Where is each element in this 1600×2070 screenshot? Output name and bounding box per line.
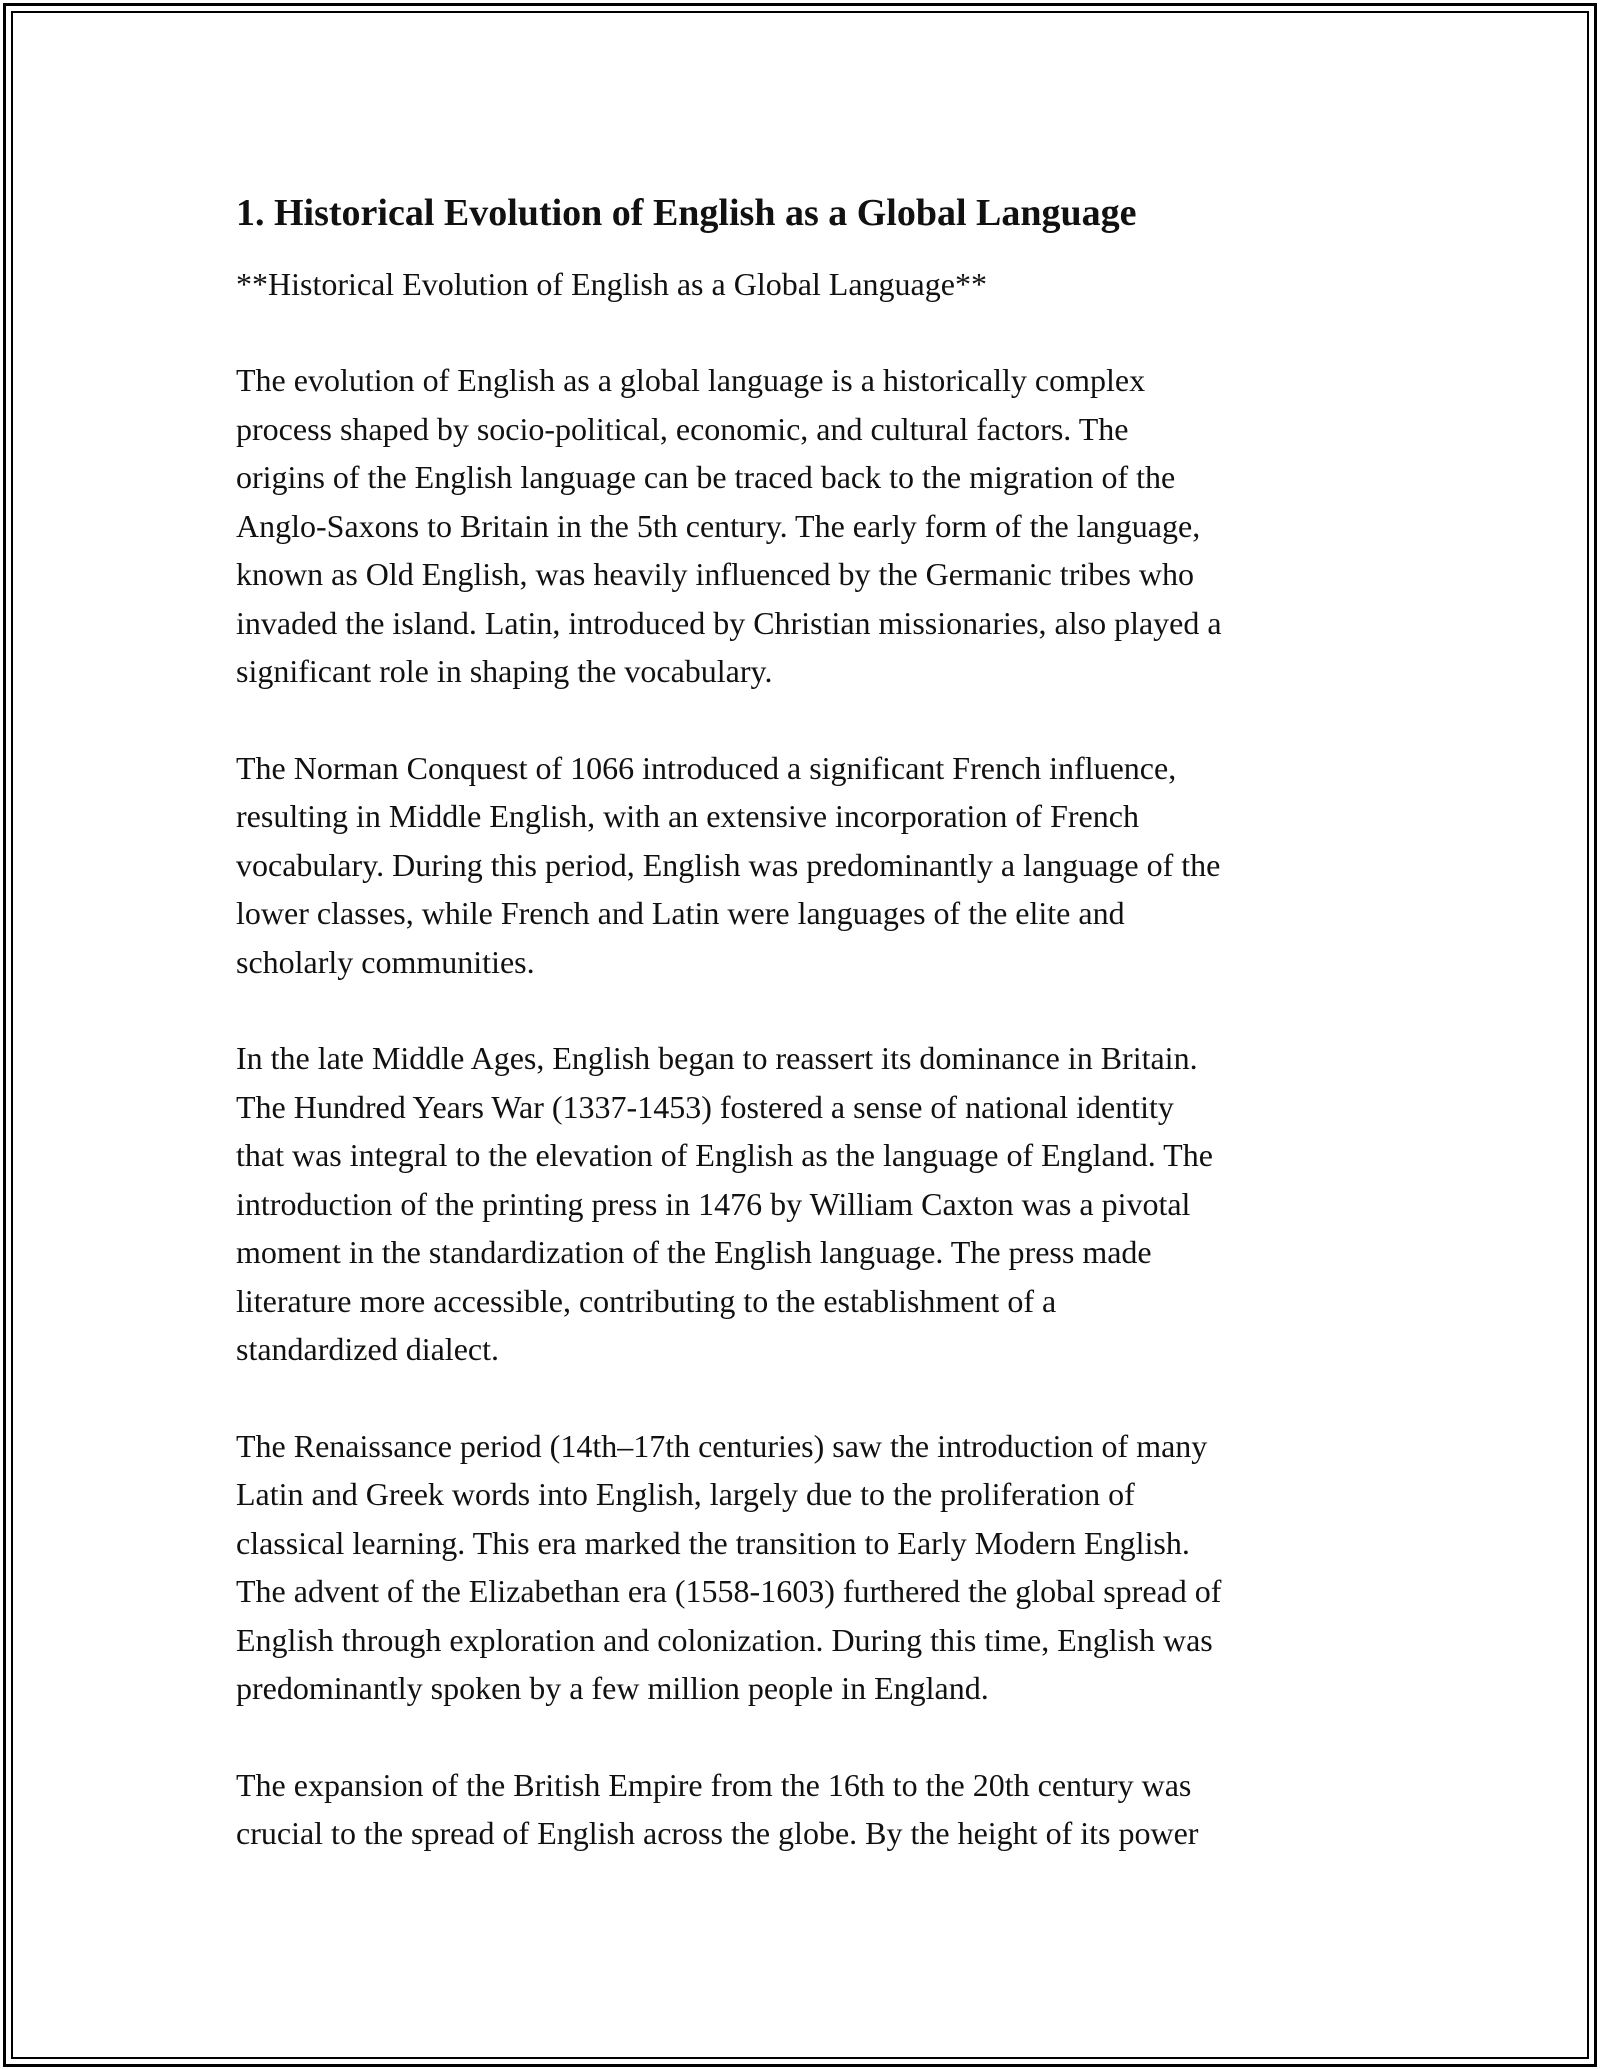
paragraph-line: predominantly spoken by a few million people in England. [236,1670,989,1706]
body-paragraph [236,1034,1406,1374]
paragraph-line: In the late Middle Ages, English began to reassert its dominance in Britain. [236,1040,1198,1076]
paragraph-line: classical learning. This era marked the transition to Early Modern English. [236,1524,1190,1561]
paragraph-line: introduction of the printing press in 1476 by William Caxton was a pivotal [236,1185,1191,1222]
section-subheading: **Historical Evolution of English as a Global Language** [236,266,987,302]
paragraph-line: crucial to the spread of English across the globe. By the height of its power [236,1815,1199,1851]
paragraph-line: standardized dialect. [236,1331,499,1367]
paragraph-line: The advent of the Elizabethan era (1558-1603) furthered the global spread of [236,1573,1222,1609]
paragraph-line: English through exploration and colonization. During this time, English was [236,1621,1213,1658]
paragraph-line: scholarly communities. [236,943,535,980]
document-body [236,186,1406,1906]
paragraph-line: origins of the English language can be traced back to the migration of the [236,459,1176,495]
paragraph-line: The Hundred Years War (1337-1453) fostered a sense of national identity [236,1088,1174,1125]
paragraph-line: lower classes, while French and Latin were languages of the elite and [236,895,1125,931]
paragraph-line: The Norman Conquest of 1066 introduced a significant French influence, [236,749,1177,786]
paragraph-list [236,356,1406,1858]
paragraph-line: invaded the island. Latin, introduced by Christian missionaries, also played a [236,604,1222,641]
paragraph-line: moment in the standardization of the English language. The press made [236,1234,1152,1270]
paragraph-line: known as Old English, was heavily influenced by the Germanic tribes who [236,556,1194,592]
paragraph-line: vocabulary. During this period, English was predominantly a language of the [236,846,1221,883]
body-paragraph [236,744,1406,987]
paragraph-line: Anglo-Saxons to Britain in the 5th century. The early form of the language, [236,507,1201,544]
paragraph-line: literature more accessible, contributing to the establishment of a [236,1282,1057,1319]
paragraph-line: significant role in shaping the vocabulary. [236,653,773,689]
paragraph-line: resulting in Middle English, with an extensive incorporation of French [236,798,1139,834]
paragraph-line: Latin and Greek words into English, largely due to the proliferation of [236,1476,1135,1512]
paragraph-line: process shaped by socio-political, economic, and cultural factors. The [236,410,1129,447]
paragraph-line: The Renaissance period (14th–17th centuries) saw the introduction of many [236,1427,1208,1464]
body-paragraph [236,1761,1406,1858]
paragraph-line: The evolution of English as a global language is a historically complex [236,362,1146,398]
section-heading: 1. Historical Evolution of English as a Global Language [236,192,1137,234]
paragraph-line: that was integral to the elevation of English as the language of England. The [236,1137,1213,1173]
paragraph-line: The expansion of the British Empire from the 16th to the 20th century was [236,1766,1192,1803]
body-paragraph [236,356,1406,696]
body-paragraph [236,1422,1406,1713]
